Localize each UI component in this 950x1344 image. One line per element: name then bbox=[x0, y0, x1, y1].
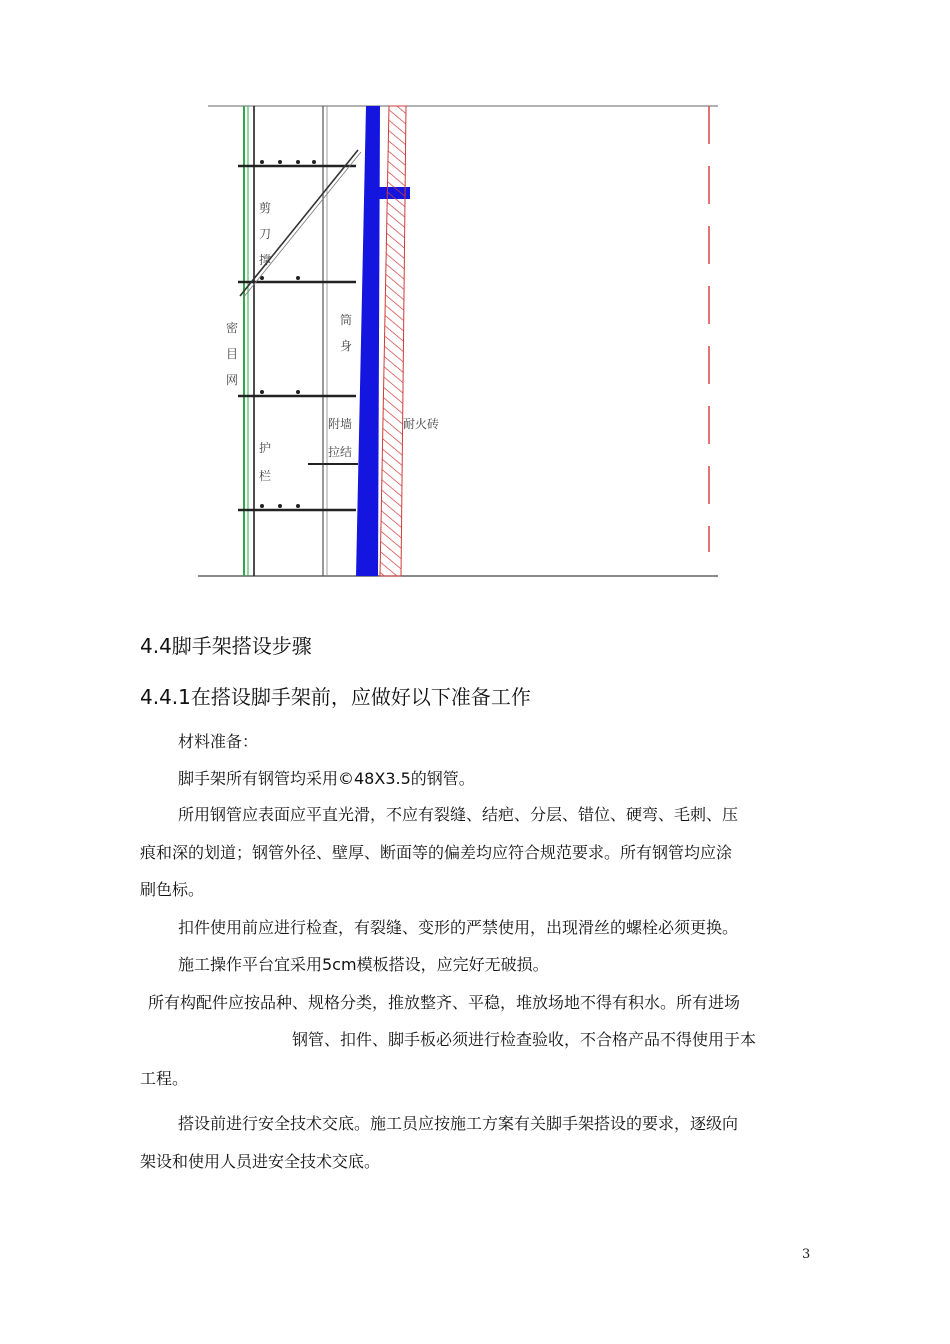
label-mimuwang-3: 网 bbox=[226, 373, 239, 387]
label-mimuwang-2: 目 bbox=[226, 347, 239, 361]
label-lajie: 拉结 bbox=[328, 445, 353, 459]
label-mimuwang-1: 密 bbox=[226, 321, 239, 335]
paragraph-briefing-line2: 架设和使用人员进安全技术交底。 bbox=[140, 1152, 381, 1171]
paragraph-couplers: 扣件使用前应进行检查，有裂缝、变形的严禁使用，出现滑丝的螺栓必须更换。 bbox=[178, 918, 739, 937]
label-jiandaocheng-2: 刀 bbox=[259, 227, 272, 241]
label-tongshen-1: 筒 bbox=[340, 313, 353, 327]
paragraph-steel-pipe: 脚手架所有钢管均采用©48X3.5的钢管。 bbox=[178, 769, 475, 788]
label-jiandaocheng-3: 撑 bbox=[259, 253, 272, 267]
paragraph-pipe-quality-line3: 刷色标。 bbox=[140, 880, 205, 899]
paragraph-components-line1: 所有构配件应按品种、规格分类，推放整齐、平稳，堆放场地不得有积水。所有进场 bbox=[148, 993, 741, 1012]
label-hulan-1: 护 bbox=[259, 441, 272, 455]
label-hulan-2: 栏 bbox=[259, 469, 272, 483]
paragraph-components-line2: 钢管、扣件、脚手板必须进行检查验收，不合格产品不得使用于本 bbox=[292, 1030, 757, 1049]
label-jiandaocheng-1: 剪 bbox=[259, 201, 272, 215]
section-heading-4-4-1: 4.4.1在搭设脚手架前，应做好以下准备工作 bbox=[140, 685, 531, 709]
refractory-lining bbox=[380, 106, 406, 576]
chimney-wall bbox=[356, 106, 380, 576]
section-heading-4-4: 4.4脚手架搭设步骤 bbox=[140, 634, 312, 658]
cross-brace bbox=[243, 152, 361, 298]
paragraph-platform: 施工操作平台宜采用5cm模板搭设，应完好无破损。 bbox=[178, 955, 549, 974]
scaffold-diagram bbox=[190, 100, 730, 585]
paragraph-pipe-quality-line1: 所用钢管应表面应平直光滑，不应有裂缝、结疤、分层、错位、硬弯、毛刺、压 bbox=[178, 805, 739, 824]
label-naihuozhuan: 耐火砖 bbox=[403, 417, 440, 431]
cross-brace bbox=[240, 150, 358, 296]
paragraph-components-line3: 工程。 bbox=[140, 1069, 189, 1088]
paragraph-materials: 材料准备： bbox=[178, 732, 259, 751]
paragraph-pipe-quality-line2: 痕和深的划道；钢管外径、壁厚、断面等的偏差均应符合规范要求。所有钢管均应涂 bbox=[140, 843, 733, 862]
label-tongshen-2: 身 bbox=[340, 339, 353, 353]
paragraph-briefing-line1: 搭设前进行安全技术交底。施工员应按施工方案有关脚手架搭设的要求，逐级向 bbox=[178, 1114, 739, 1133]
label-fuqiang: 附墙 bbox=[328, 417, 353, 431]
page-number: 3 bbox=[802, 1247, 811, 1262]
scaffold-diagram-svg bbox=[190, 100, 730, 585]
